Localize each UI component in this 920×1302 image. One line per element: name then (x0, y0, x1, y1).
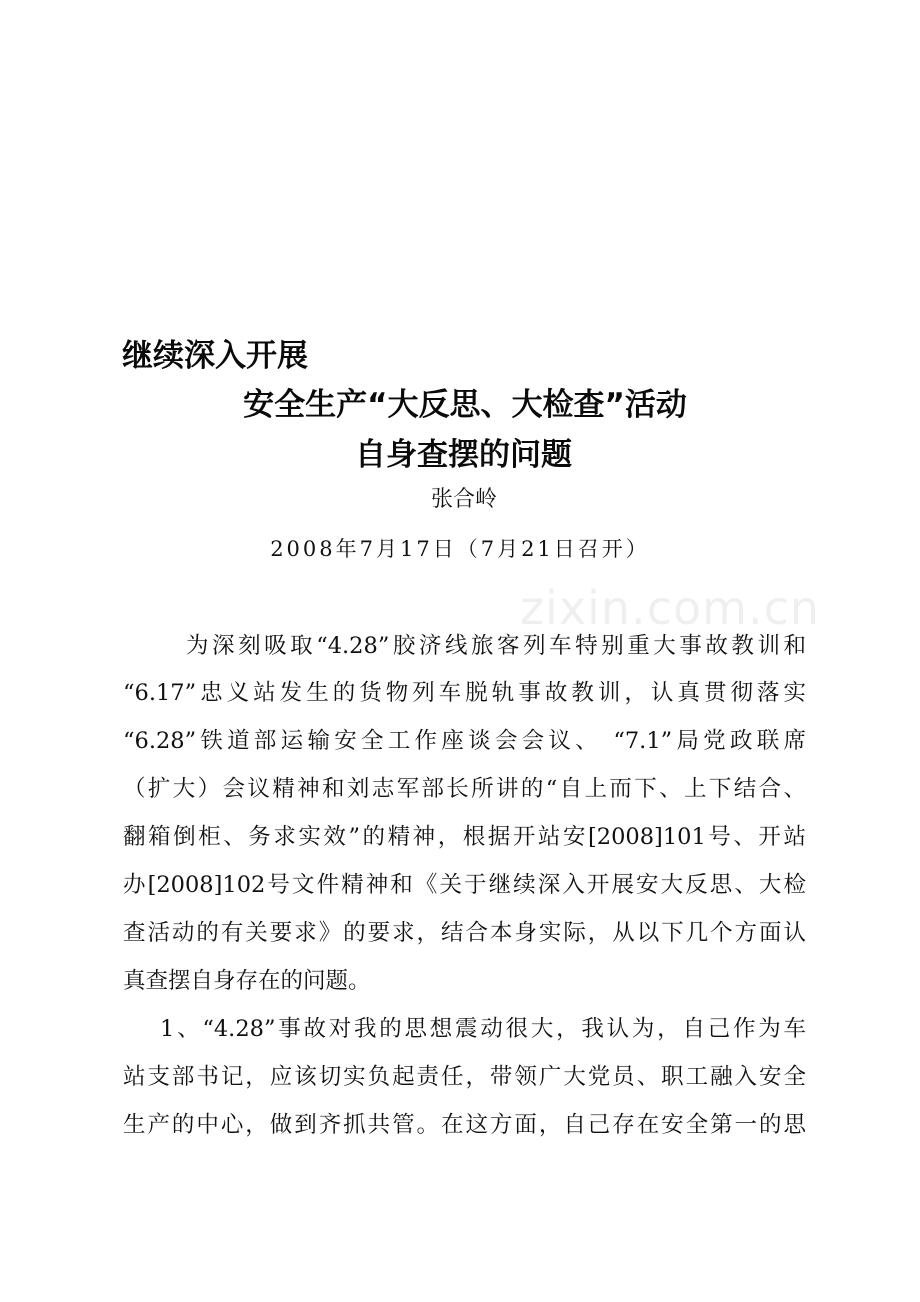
body-line: 1、“4.28”事故对我的思想震动很大，我认为，自己作为车 (160, 1016, 806, 1042)
title-line-3: 自身查摆的问题 (355, 437, 572, 473)
body-line: 查活动的有关要求》的要求，结合本身实际，从以下几个方面认 (123, 920, 806, 946)
body-line: 为深刻吸取“4.28”胶济线旅客列车特别重大事故教训和 (186, 633, 806, 659)
body-line: 站支部书记，应该切实负起责任，带领广大党员、职工融入安全 (123, 1064, 806, 1090)
body-line: 真查摆自身存在的问题。 (123, 968, 371, 994)
meeting-date: 2008年7月17日（7月21日召开） (270, 537, 650, 561)
body-line: 办[2008]102号文件精神和《关于继续深入开展安大反思、大检 (123, 872, 806, 898)
title-line-1: 继续深入开展 (122, 338, 308, 374)
body-line: “6.28”铁道部运输安全工作座谈会会议、 “7.1”局党政联席 (123, 728, 806, 754)
body-line: 生产的中心，做到齐抓共管。在这方面，自己存在安全第一的思 (123, 1112, 806, 1138)
body-line: （扩大）会议精神和刘志军部长所讲的“自上而下、上下结合、 (123, 776, 806, 802)
author: 张合岭 (430, 487, 497, 512)
title-line-2: 安全生产“大反思、大检查”活动 (243, 387, 687, 423)
body-line: “6.17”忠义站发生的货物列车脱轨事故教训，认真贯彻落实 (123, 680, 806, 706)
watermark: zixin.com.cn (520, 581, 821, 635)
body-line: 翻箱倒柜、务求实效”的精神，根据开站安[2008]101号、开站 (123, 824, 806, 850)
